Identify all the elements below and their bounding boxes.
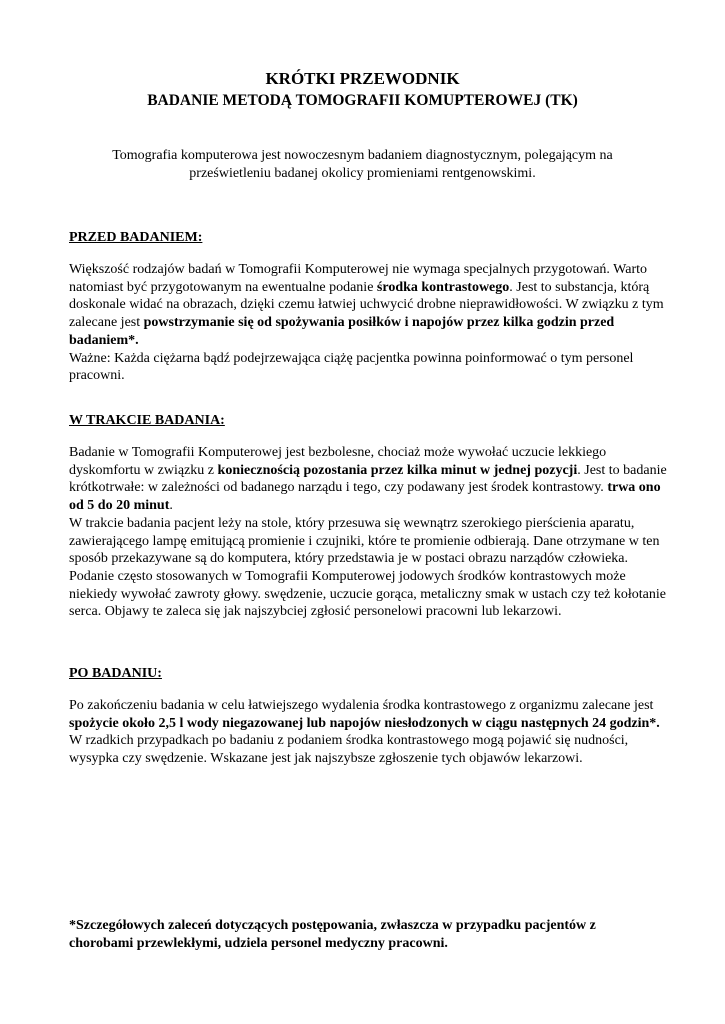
after-paragraph-1: Po zakończeniu badania w celu łatwiejszego wydalenia środka kontrastowego z organizmu zalecane jest spożycie około 2,5 l wody niegazowanej lub napojów niesłodzonych w ciągu następnych 24 godzin*. W rzadkich przypadkach po badaniu z podaniem środka kontrastowego mogą pojawić się nudności, wysypka czy swędzenie. Wskazane jest jak najszybsze zgłoszenie tych objawów lekarzowi. <box>69 698 660 767</box>
document-subtitle: BADANIE METODĄ TOMOGRAFII KOMUPTEROWEJ (TK) <box>147 92 578 109</box>
section-body-during <box>69 444 669 621</box>
during-paragraph-1: Badanie w Tomografii Komputerowej jest bezbolesne, chociaż może wywołać uczucie lekkiego dyskomfortu w związku z koniecznością pozostania przez kilka minut w jednej pozycji. Jest to badanie krótkotrwałe: w zależności od badanego narządu i tego, czy podawany jest środek kontrastowy. trwa ono od 5 do 20 minut. <box>69 445 667 514</box>
section-body-before <box>69 261 669 385</box>
during-paragraph-2: W trakcie badania pacjent leży na stole, który przesuwa się wewnątrz szerokiego pierścienia aparatu, zawierającego lampę emitującą promienie i czujniki, które te promienie odbierają. Dane otrzymane w ten sposób przekazywane są do komputera, który przedstawia je w postaci obrazu narządów człowieka. <box>69 515 660 567</box>
intro-paragraph: Tomografia komputerowa jest nowoczesnym badaniem diagnostycznym, polegającym na prześwietleniu badanej okolicy promieniami rentgenowskimi. <box>112 148 613 181</box>
footnote: *Szczegółowych zaleceń dotyczących postępowania, zwłaszcza w przypadku pacjentów z chorobami przewlekłymi, udziela personel medyczny pracowni. <box>69 918 596 951</box>
before-paragraph-1: Większość rodzajów badań w Tomografii Komputerowej nie wymaga specjalnych przygotowań. Warto natomiast być przygotowanym na ewentualne podanie środka kontrastowego. Jest to substancja, którą doskonale widać na obrazach, dzięki czemu łatwiej uchwycić drobne nieprawidłowości. W związku z tym zalecane jest powstrzymanie się od spożywania posiłków i napojów przez kilka godzin przed badaniem*. <box>69 262 664 348</box>
during-paragraph-3: Podanie często stosowanych w Tomografii Komputerowej jodowych środków kontrastowych może niekiedy wywołać zawroty głowy. swędzenie, uczucie gorąca, metaliczny smak w ustach czy też kołotanie serca. Objawy te zaleca się jak najszybciej zgłosić personelowi pracowni lub lekarzowi. <box>69 568 666 620</box>
document-title: KRÓTKI PRZEWODNIK <box>265 69 460 88</box>
section-heading-after: PO BADANIU: <box>69 666 162 681</box>
section-body-after <box>69 697 669 768</box>
before-paragraph-2: Ważne: Każda ciężarna bądź podejrzewająca ciążę pacjentka powinna poinformować o tym personel pracowni. <box>69 350 634 384</box>
section-heading-before: PRZED BADANIEM: <box>69 230 203 245</box>
section-heading-during: W TRAKCIE BADANIA: <box>69 413 225 428</box>
